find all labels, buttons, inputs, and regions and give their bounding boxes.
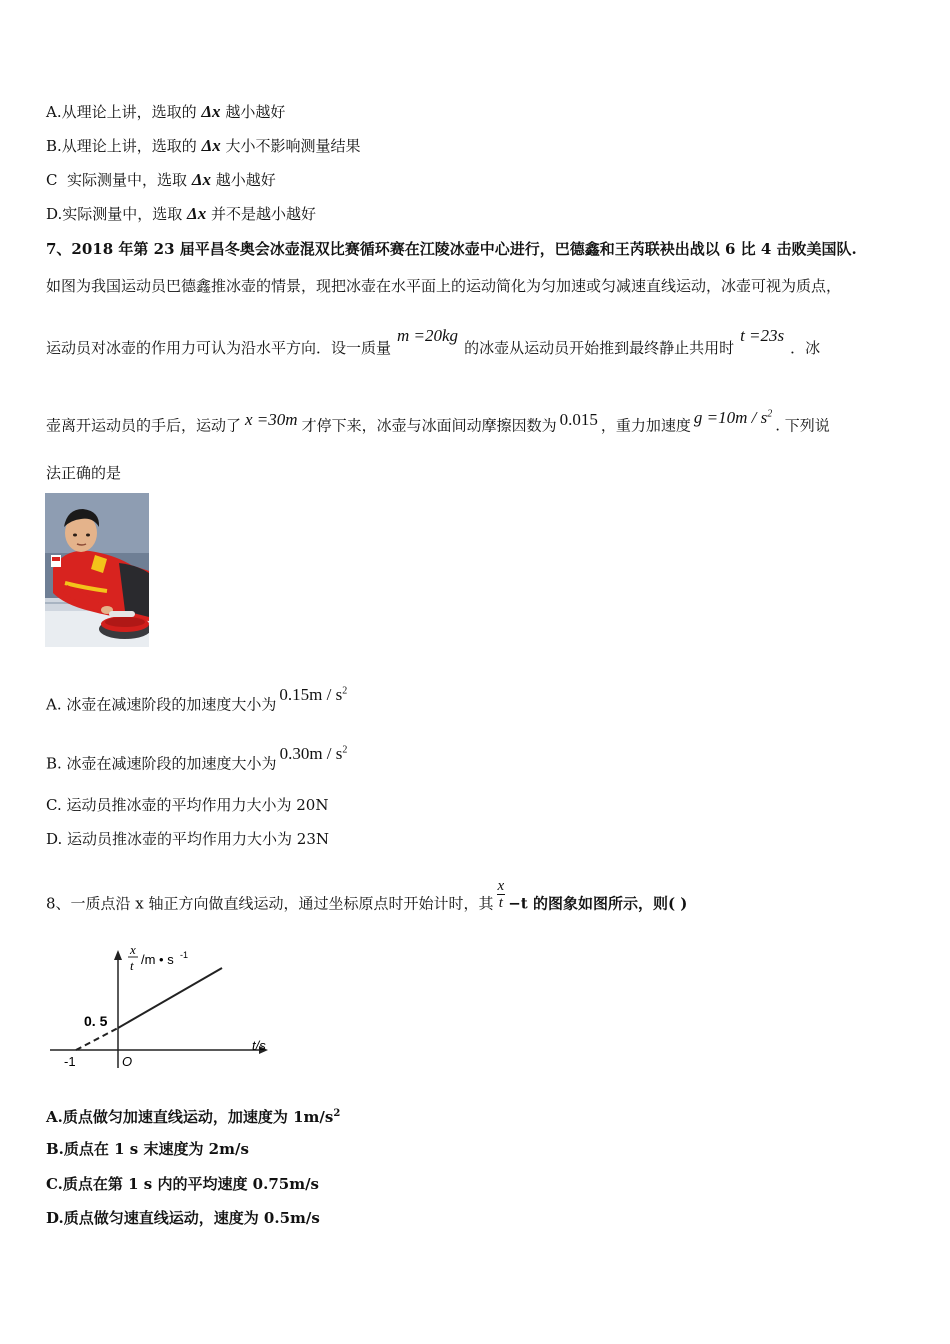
y-label-num: x: [130, 942, 136, 957]
graph-line: [118, 968, 222, 1028]
q6-option-b: B.从理论上讲，选取的 Δx 大小不影响测量结果: [46, 136, 361, 155]
q6-option-c: C 实际测量中，选取 Δx 越小越好: [46, 170, 276, 189]
q7-stem-line5: 法正确的是: [46, 464, 122, 482]
x-intercept-label: -1: [64, 1054, 76, 1069]
q7-option-d: D. 运动员推冰壶的平均作用力大小为 23N: [46, 830, 330, 848]
q7-option-a: A. 冰壶在减速阶段的加速度大小为$0.15m / s^2$: [46, 684, 348, 714]
q8-option-c: C.质点在第 1 s 内的平均速度 0.75m/s: [46, 1175, 319, 1193]
dashed-extension: [76, 1028, 118, 1050]
q7-stem-line4: 壶离开运动员的手后，运动了 x =30m 才停下来，冰壶与冰面间动摩擦因数为 0.015 ，重力加速度 $g =10m / s^2$. 下列说: [46, 407, 830, 435]
q8-option-b: B.质点在 1 s 末速度为 2m/s: [46, 1140, 249, 1158]
curling-photo: [45, 493, 149, 647]
q8-option-a: A.质点做匀加速直线运动，加速度为 $1m/s^2$: [46, 1108, 341, 1126]
y-unit: /m • s: [141, 952, 174, 967]
q7-stem-line3: 运动员对冰壶的作用力可认为沿水平方向．设一质量m =20kg的冰壶从运动员开始推到最终静止共用时t =23s．冰: [46, 326, 821, 357]
q7-option-c: C. 运动员推冰壶的平均作用力大小为 20N: [46, 796, 329, 814]
q6-option-a: A.从理论上讲，选取的 Δx 越小越好: [46, 102, 286, 121]
intercept-label: 0. 5: [84, 1013, 108, 1029]
y-unit-sup: -1: [180, 950, 189, 960]
q8-option-d: D.质点做匀速直线运动，速度为 0.5m/s: [46, 1209, 320, 1227]
q8-fraction: $\frac{x}{t}$: [497, 878, 505, 911]
t-axis-label: t/s: [252, 1038, 266, 1053]
xt-t-graph: [46, 940, 276, 1075]
q7-stem-line1: 7、2018 年第 23 届平昌冬奥会冰壶混双比赛循环赛在江陵冰壶中心进行，巴德鑫和王芮联袂出战以 6 比 4 击败美国队.: [46, 240, 857, 258]
y-label-den: t: [130, 958, 134, 973]
q8-stem: 8、一质点沿 x 轴正方向做直线运动，通过坐标原点时开始计时，其 $\frac{x}{t}$ −t 的图象如图所示，则( ): [46, 878, 688, 913]
q7-option-b: B. 冰壶在减速阶段的加速度大小为$0.30m / s^2$: [46, 743, 348, 773]
q7-stem-line2: 如图为我国运动员巴德鑫推冰壶的情景，现把冰壶在水平面上的运动简化为匀加速或匀减速直线运动，冰壶可视为质点，: [46, 277, 842, 295]
q6-option-d: D.实际测量中，选取 Δx 并不是越小越好: [46, 204, 316, 223]
origin-label: O: [122, 1054, 133, 1069]
